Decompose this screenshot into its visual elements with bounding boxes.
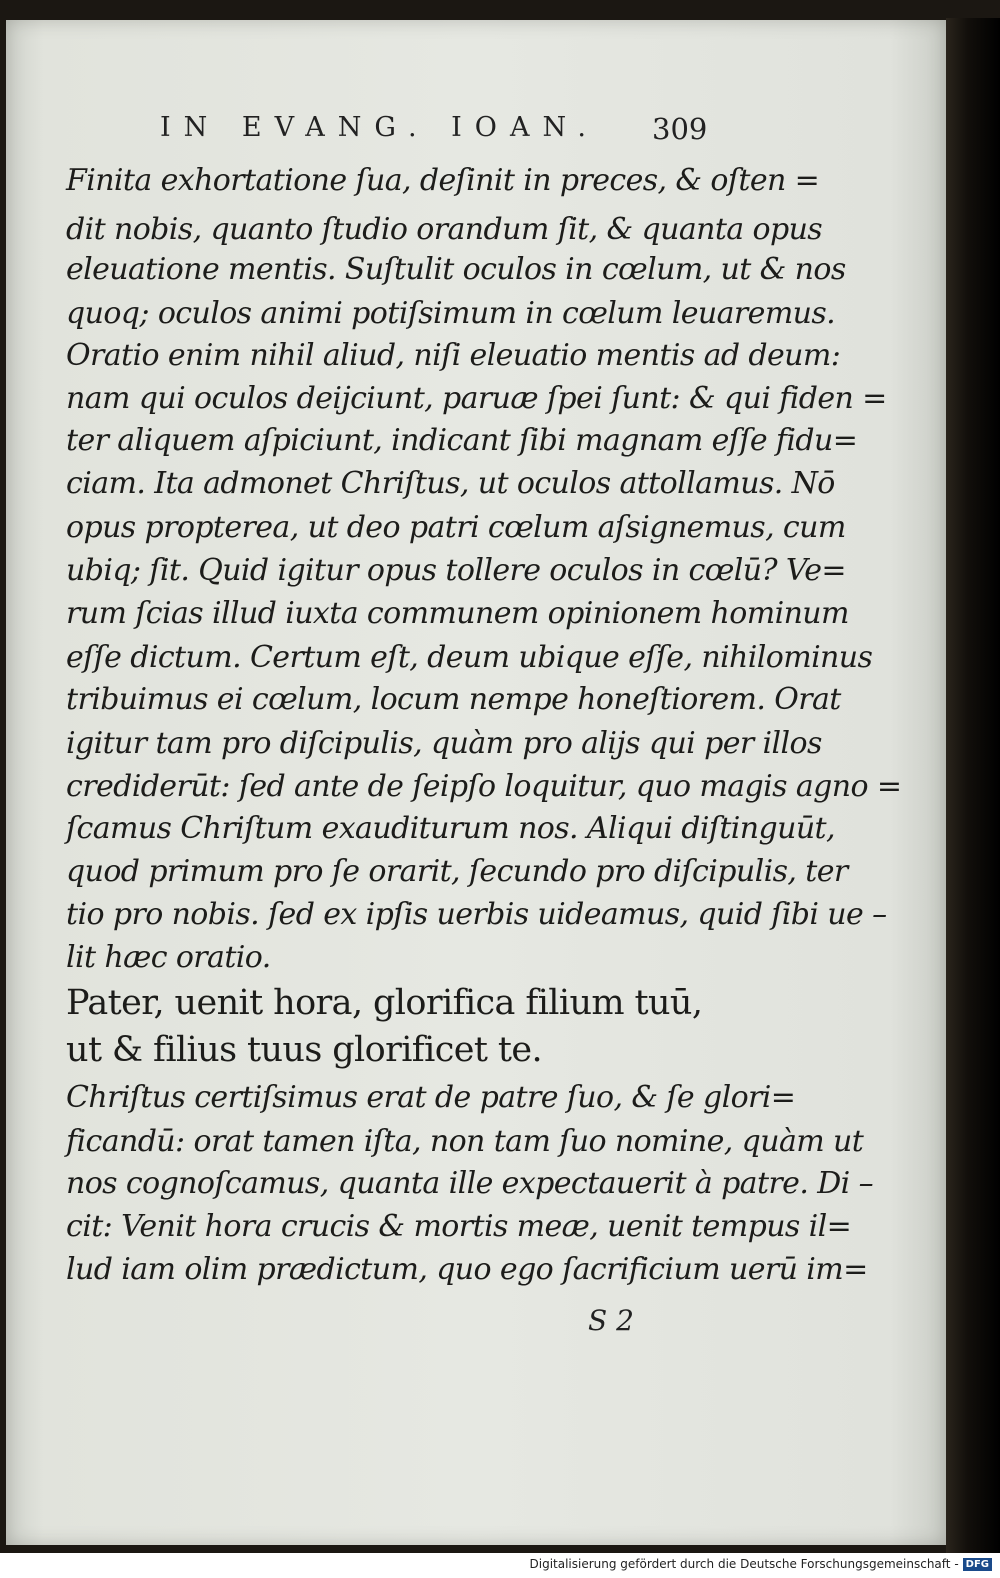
text-line: nos cognoſcamus, quanta ille expectauerit à patre. Di – [66,1166,873,1201]
text-line: lit hæc oratio. [66,940,271,975]
text-line: opus propterea, ut deo patri cœlum aſsignemus, cum [66,510,846,545]
text-line: lud iam olim prædictum, quo ego ſacrificium uerū im= [66,1252,868,1287]
text-line: tribuimus ei cœlum, locum nempe honeſtiorem. Orat [66,682,841,717]
digitization-credit [530,1557,993,1571]
text-line: dit nobis, quanto ſtudio orandum ſit, & quanta opus [66,212,823,247]
text-line: ciam. Ita admonet Chriſtus, ut oculos attollamus. Nō [66,466,835,501]
dfg-logo: DFG [963,1558,992,1571]
signature-mark: S 2 [588,1304,634,1337]
text-line: eleuatione mentis. Suſtulit oculos in cœlum, ut & nos [66,252,846,287]
text-line: Oratio enim nihil aliud, niſi eleuatio mentis ad deum: [66,338,841,373]
text-line: ſcamus Chriſtum exauditurum nos. Aliqui diſtinguūt, [66,811,835,846]
text-line: nam qui oculos deijciunt, paruæ ſpei ſunt: & qui fiden = [66,381,887,416]
text-line: crediderūt: ſed ante de ſeipſo loquitur, quo magis agno = [66,769,902,804]
text-line: ficandū: orat tamen iſta, non tam ſuo nomine, quàm ut [66,1124,864,1159]
text-line: ter aliquem aſpiciunt, indicant ſibi magnam eſſe fidu= [66,423,858,458]
text-line: ubiq; ſit. Quid igitur opus tollere oculos in cœlū? Ve= [66,553,846,588]
scripture-verse-line: Pater, uenit hora, glorifica filium tuū, [66,983,703,1023]
running-head: IN EVANG. IOAN. [160,112,599,143]
text-line: eſſe dictum. Certum eſt, deum ubique eſſe, nihilominus [66,640,873,675]
text-line: quoq; oculos animi potiſsimum in cœlum leuaremus. [66,296,836,331]
text-line: igitur tam pro diſcipulis, quàm pro alijs qui per illos [66,726,822,761]
book-edge [946,18,1000,1553]
text-line: Finita exhortatione ſua, deſinit in preces, & oſten = [66,163,820,198]
page-number: 309 [652,112,708,146]
text-line: cit: Venit hora crucis & mortis meæ, uenit tempus il= [66,1209,852,1244]
text-line: Chriſtus certiſsimus erat de patre ſuo, & ſe glori= [66,1080,796,1115]
credit-text: Digitalisierung gefördert durch die Deutsche Forschungsgemeinschaft - [529,1557,959,1571]
scripture-verse-line: ut & filius tuus glorificet te. [66,1030,542,1070]
text-line: quod primum pro ſe orarit, ſecundo pro diſcipulis, ter [66,854,848,889]
text-line: tio pro nobis. ſed ex ipſis uerbis uideamus, quid ſibi ue – [66,897,887,932]
text-line: rum ſcias illud iuxta communem opinionem hominum [66,596,849,631]
